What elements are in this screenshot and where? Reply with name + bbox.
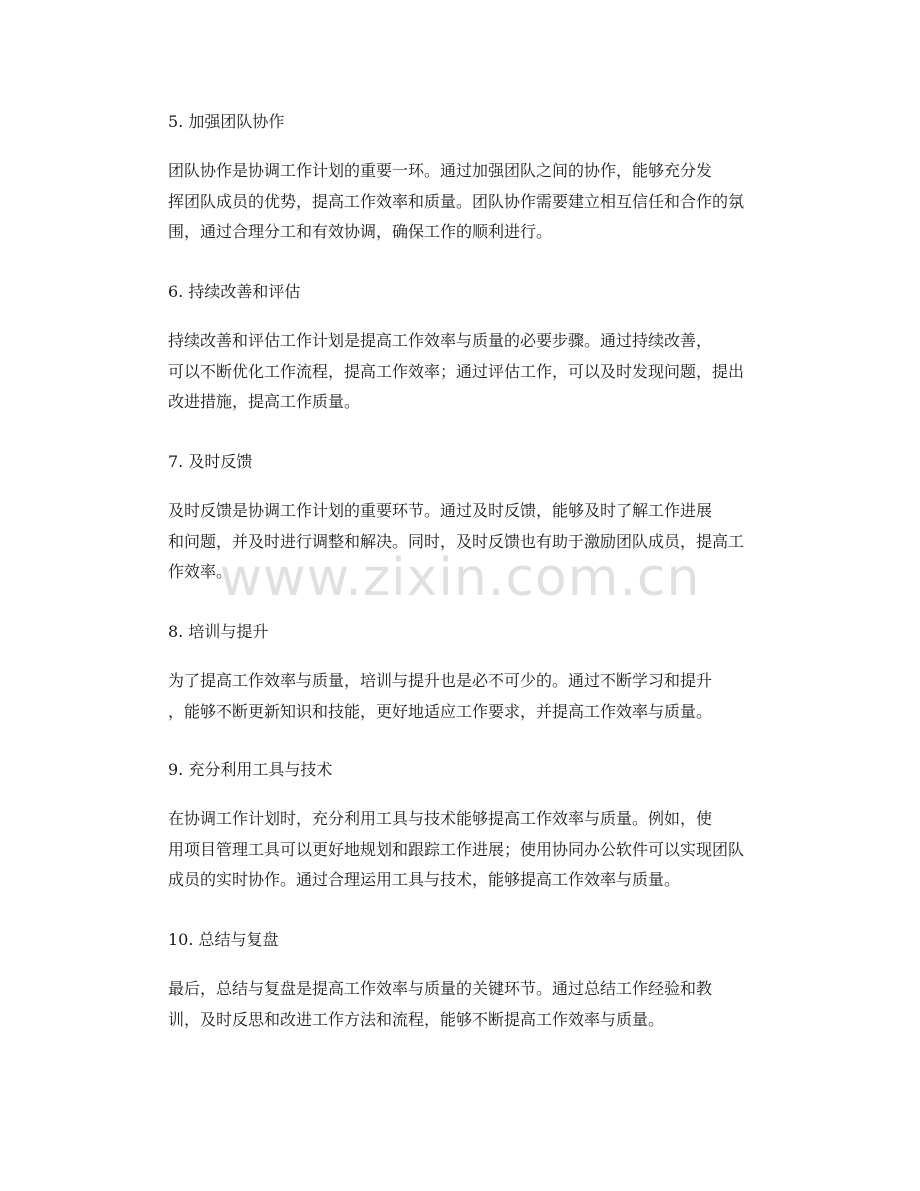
paragraph-line: 成员的实时协作。通过合理运用工具与技术，能够提高工作效率与质量。	[168, 870, 681, 889]
paragraph-line: 及时反馈是协调工作计划的重要环节。通过及时反馈，能够及时了解工作进展	[168, 501, 713, 520]
paragraph-line: 可以不断优化工作流程，提高工作效率；通过评估工作，可以及时发现问题，提出	[168, 361, 745, 381]
paragraph-line: 在协调工作计划时，充分利用工具与技术能够提高工作效率与质量。例如，使	[168, 809, 713, 828]
paragraph-line: 用项目管理工具可以更好地规划和跟踪工作进展；使用协同办公软件可以实现团队	[168, 839, 745, 859]
section-8	[168, 622, 788, 727]
section-paragraph	[168, 156, 788, 248]
section-9	[168, 760, 788, 896]
paragraph-line: 最后，总结与复盘是提高工作效率与质量的关键环节。通过总结工作经验和教	[168, 979, 713, 998]
paragraph-line: 为了提高工作效率与质量，培训与提升也是必不可少的。通过不断学习和提升	[168, 671, 713, 690]
paragraph-line: 团队协作是协调工作计划的重要一环。通过加强团队之间的协作，能够充分发	[168, 161, 713, 180]
paragraph-line: 和问题，并及时进行调整和解决。同时，及时反馈也有助于激励团队成员，提高工	[168, 531, 745, 551]
section-paragraph	[168, 804, 788, 896]
paragraph-line: ，能够不断更新知识和技能，更好地适应工作要求，并提高工作效率与质量。	[168, 701, 713, 721]
section-heading: 9. 充分利用工具与技术	[168, 760, 333, 779]
section-paragraph	[168, 326, 788, 418]
section-paragraph	[168, 974, 788, 1035]
paragraph-line: 训，及时反思和改进工作方法和流程，能够不断提高工作效率与质量。	[168, 1009, 665, 1029]
paragraph-line: 持续改善和评估工作计划是提高工作效率与质量的必要步骤。通过持续改善，	[168, 331, 713, 350]
paragraph-line: 挥团队成员的优势，提高工作效率和质量。团队协作需要建立相互信任和合作的氛	[168, 191, 745, 211]
watermark: www.zixin.com.cn	[219, 548, 701, 608]
paragraph-line: 改进措施，提高工作质量。	[168, 392, 361, 411]
section-paragraph	[168, 496, 788, 588]
section-heading: 10. 总结与复盘	[168, 930, 279, 949]
paragraph-line: 作效率。	[168, 562, 233, 581]
section-5	[168, 112, 788, 248]
section-6	[168, 282, 788, 418]
section-heading: 5. 加强团队协作	[168, 112, 285, 131]
section-10	[168, 930, 788, 1035]
paragraph-line: 围，通过合理分工和有效协调，确保工作的顺利进行。	[168, 222, 553, 241]
section-heading: 6. 持续改善和评估	[168, 282, 301, 301]
section-7	[168, 452, 788, 588]
section-heading: 8. 培训与提升	[168, 622, 269, 641]
section-paragraph	[168, 666, 788, 727]
section-heading: 7. 及时反馈	[168, 452, 253, 471]
